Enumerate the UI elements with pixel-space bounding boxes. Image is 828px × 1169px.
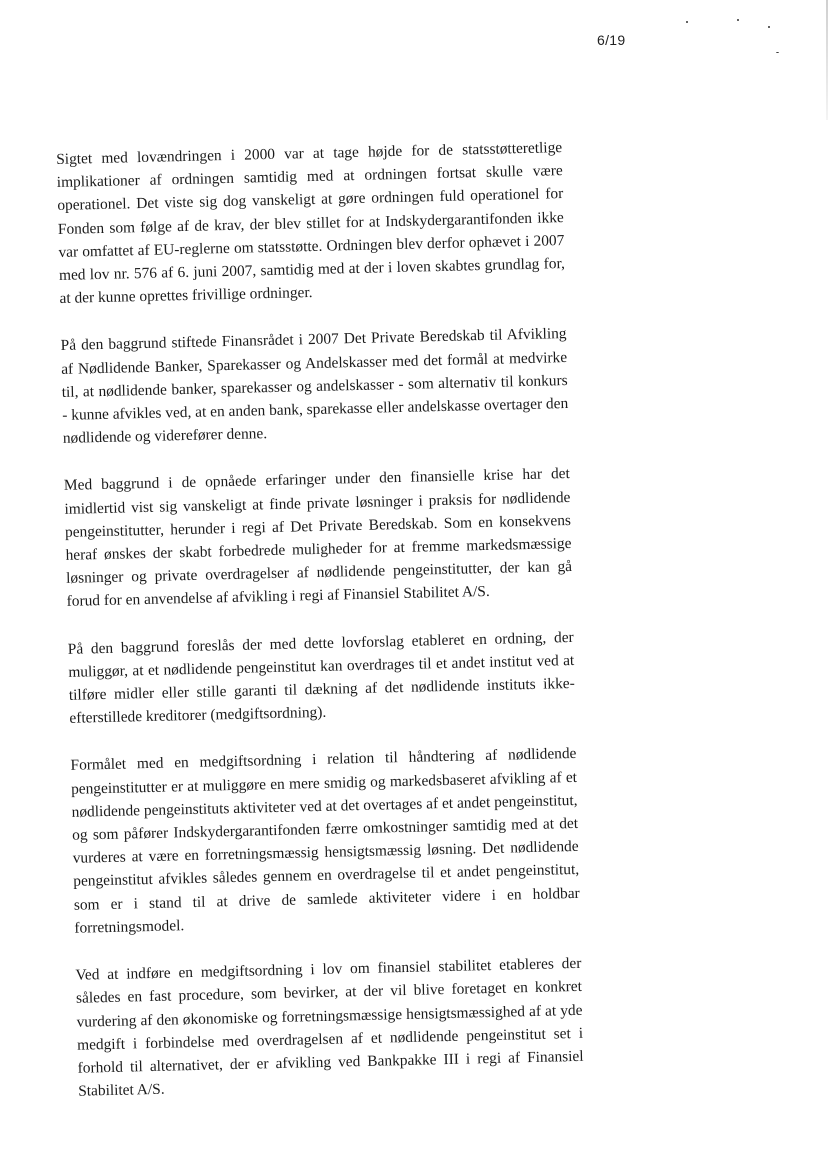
paragraph-5: Formålet med en medgiftsordning i relation til håndtering af nødlidende pengeinstitutter er at muliggøre en mere smidig og markedsbaseret afvikling af et nødlidende pengeinstituts aktiviteter ved at det overtages af et andet pengeinstitut, og som påfører Indskydergarantifonden færre omkostninger samtidig med at det vurderes at være en forretningsmæssig hensigtsmæssig løsning. Det nødlidende pengeinstitut afvikles således gennem en overdragelse til et andet pengeinstitut, som er i stand til at drive de samlede aktiviteter videre i en holdbar forretningsmodel. bbox=[70, 745, 580, 937]
page-number: 6/19 bbox=[597, 32, 626, 48]
scan-speck bbox=[768, 26, 770, 28]
paragraph-3: Med baggrund i de opnåede erfaringer under den finansielle krise har det imidlertid vist sig vanskeligt at finde private løsninger i praksis for nødlidende pengeinstitutter, herunder i regi af Det Private Beredskab. Som en konsekvens heraf ønskes der skabt forbedrede muligheder for at fremme markedsmæssige løsninger og private overdragelser af nødlidende pengeinstitutter, der kan gå forud for en anvendelse af afvikling i regi af Finansiel Stabilitet A/S. bbox=[63, 465, 573, 611]
scan-speck bbox=[686, 21, 688, 23]
scan-speck bbox=[737, 19, 739, 21]
paragraph-6: Ved at indføre en medgiftsordning i lov om finansiel stabilitet etableres der således en fast procedure, som bevirker, at der vil blive foretaget en konkret vurdering af den økonomiske og forretningsmæssige hensigtsmæssighed af at yde medgift i forbindelse med overdragelsen af et nødlidende pengeinstitut set i forhold til alternativet, der er afvikling ved Bankpakke III i regi af Finansiel Stabilitet A/S. bbox=[75, 954, 584, 1100]
paragraph-1: Sigtet med lovændringen i 2000 var at tage højde for de statsstøtteretlige implikationer af ordningen samtidig med at ordningen fortsat skulle være operationel. Det viste sig dog vanskeligt at gøre ordningen fuld operationel for Fonden som følge af de krav, der blev stillet for at Indskydergarantifonden ikke var omfattet af EU-reglerne om statsstøtte. Ordningen blev derfor ophævet i 2007 med lov nr. 576 af 6. juni 2007, samtidig med at der i loven skabtes grundlag for, at der kunne oprettes frivillige ordninger. bbox=[56, 139, 566, 308]
scan-speck bbox=[776, 52, 779, 53]
paragraph-4: På den baggrund foreslås der med dette lovforslag etableret en ordning, der muliggør, at et nødlidende pengeinstitut kan overdrages til et andet institut ved at tilføre midler eller stille garanti til dækning af det nødlidende instituts ikke-efterstillede kreditorer (medgiftsordning). bbox=[67, 628, 575, 728]
document-body bbox=[56, 136, 584, 1103]
paragraph-2: På den baggrund stiftede Finansrådet i 2007 Det Private Beredskab til Afvikling af Nødlidende Banker, Sparekasser og Andelskasser med det formål at medvirke til, at nødlidende banker, sparekasser og andelskasser - som alternativ til konkurs - kunne afvikles ved, at en anden bank, sparekasse eller andelskasse overtager den nødlidende og viderefører denne. bbox=[60, 325, 569, 448]
